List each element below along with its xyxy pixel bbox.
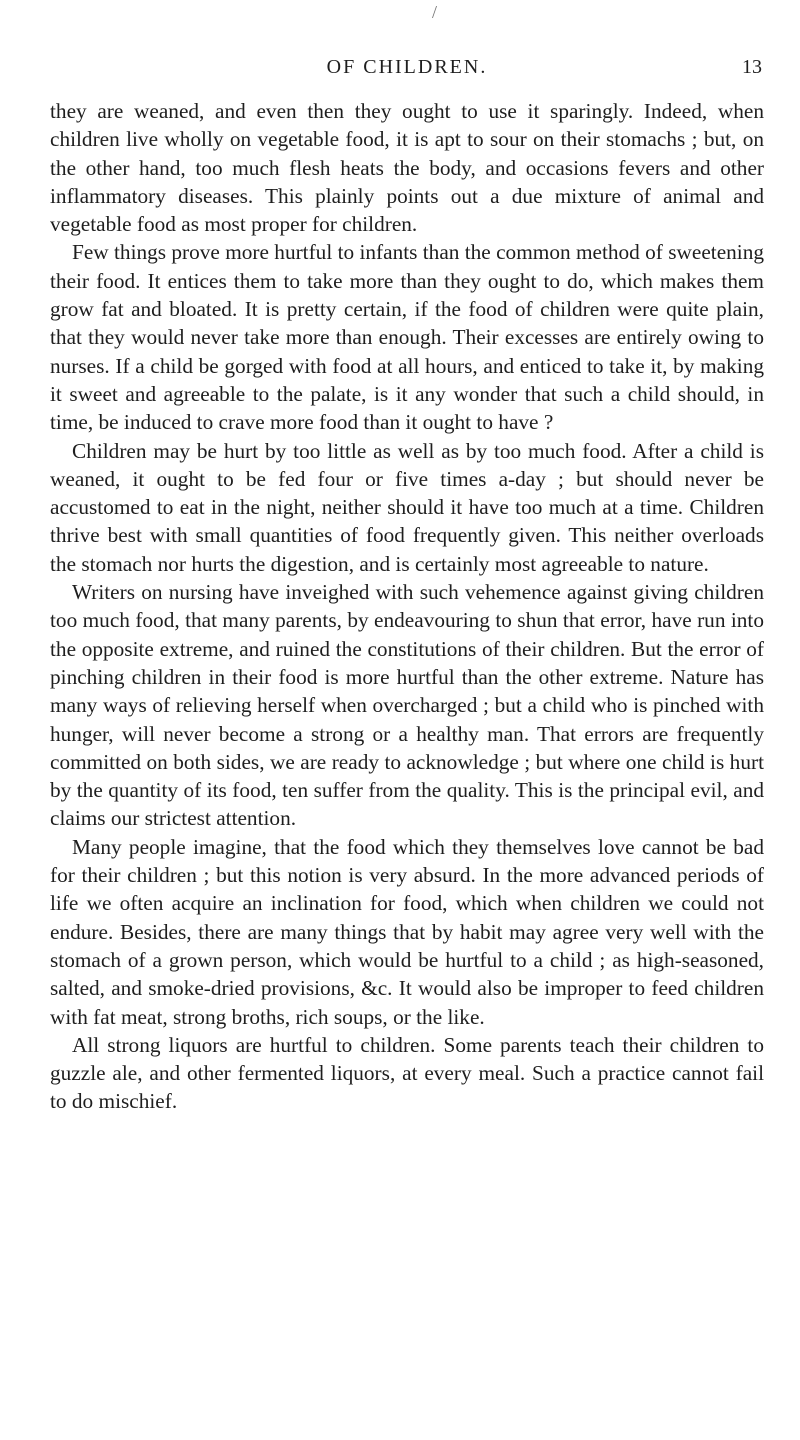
page-number: 13: [742, 56, 762, 78]
paragraph: they are weaned, and even then they ought to use it sparingly. Indeed, when children live wholly on vegetable food, it is apt to sour on their stomachs ; but, on the other hand, too much flesh heats the body, and occasions fevers and other inflammatory diseases. This plainly points out a due mixture of animal and vegetable food as most proper for children.: [50, 99, 764, 237]
paragraph: Many people imagine, that the food which they themselves love cannot be bad for their children ; but this notion is very absurd. In the more advanced periods of life we often acquire an inclination for food, which when children we could not endure. Besides, there are many things that by habit may agree very well with the stomach of a grown person, which would be hurtful to a child ; as high-seasoned, salted, and smoke-dried provisions, &c. It would also be improper to feed children with fat meat, strong broths, rich soups, or the like.: [50, 834, 764, 1029]
paragraph: Children may be hurt by too little as well as by too much food. After a child is weaned, it ought to be fed four or five times a-day ; but should never be accustomed to eat in the night, neither should it have too much at a time. Children thrive best with small quantities of food frequently given. This neither overloads the stomach nor hurts the digestion, and is certainly most agreeable to nature.: [50, 438, 764, 576]
paragraph: Writers on nursing have inveighed with such vehemence against giving children too much food, that many parents, by endeavouring to shun that error, have run into the opposite extreme, and ruined the constitutions of their children. But the error of pinching children in their food is more hurtful than the other extreme. Nature has many ways of relieving herself when overcharged ; but a child who is pinched with hunger, will never become a strong or a healthy man. That errors are frequently committed on both sides, we are ready to acknowledge ; but where one child is hurt by the quantity of its food, ten suffer from the quality. This is the principal evil, and claims our strictest attention.: [50, 580, 764, 831]
paragraph: All strong liquors are hurtful to children. Some parents teach their children to guzzle ale, and other fermented liquors, at every meal. Such a practice cannot fail to do mischief.: [50, 1032, 764, 1114]
running-title: OF CHILDREN.: [326, 56, 488, 78]
paragraph: Few things prove more hurtful to infants than the common method of sweetening their food. It entices them to take more than they ought to do, which makes them grow fat and bloated. It is pretty certain, if the food of children were quite plain, that they would never take more than enough. Their excesses are entirely owing to nurses. If a child be gorged with food at all hours, and enticed to take it, by making it sweet and agreeable to the palate, is it any wonder that such a child should, in time, be induced to crave more food than it ought to have ?: [50, 240, 765, 435]
body-text: [50, 97, 764, 1116]
running-head: [50, 2, 764, 84]
stray-mark: /: [432, 2, 438, 22]
book-page: [50, 0, 764, 1440]
